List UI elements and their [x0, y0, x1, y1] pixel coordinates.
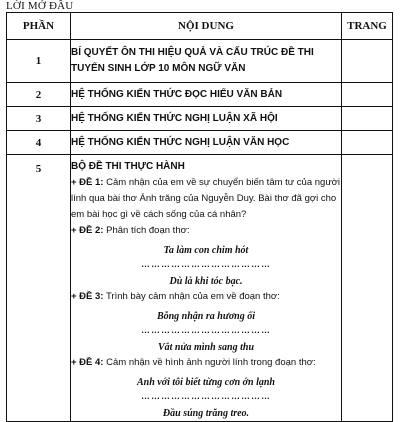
- exam-2: [71, 223, 341, 239]
- table-row: [7, 83, 393, 107]
- poem-line: Ta làm con chim hót: [163, 245, 249, 256]
- ellipsis-line: …………………………………: [141, 391, 271, 401]
- exam-1: [71, 175, 341, 223]
- ellipsis-line: …………………………………: [141, 259, 271, 269]
- part-number: 4: [7, 131, 71, 155]
- page-cell: [342, 40, 393, 83]
- exam-3-text: Trình bày cảm nhận của em về đoạn thơ:: [105, 291, 280, 302]
- header-content: NỘI DUNG: [71, 13, 342, 40]
- exam-2-label: + ĐỀ 2:: [71, 225, 104, 236]
- header-page: TRANG: [342, 13, 393, 40]
- page-cell: [342, 155, 393, 422]
- page-heading: LỜI MỞ ĐẦU: [6, 0, 74, 12]
- part-content: HỆ THỐNG KIẾN THỨC NGHỊ LUẬN XÃ HỘI: [71, 107, 342, 131]
- poem-line: Dù là khi tóc bạc.: [169, 276, 243, 287]
- part-content: BÍ QUYẾT ÔN THI HIỆU QUẢ VÀ CẤU TRÚC ĐỀ THI TUYỂN SINH LỚP 10 MÔN NGỮ VĂN: [71, 40, 342, 83]
- section-title: BỘ ĐỀ THI THỰC HÀNH: [71, 161, 185, 172]
- poem-line: Đầu súng trăng treo.: [162, 408, 250, 419]
- exam-2-text: Phân tích đoạn thơ:: [106, 225, 190, 236]
- part-number: 3: [7, 107, 71, 131]
- part-number: 1: [7, 40, 71, 83]
- part-number: 2: [7, 83, 71, 107]
- table-row: [7, 155, 393, 422]
- part-content: [71, 155, 342, 422]
- exam-4-label: + ĐỀ 4:: [71, 357, 104, 368]
- exam-4: [71, 355, 341, 371]
- part-content: HỆ THỐNG KIẾN THỨC ĐỌC HIỂU VĂN BẢN: [71, 83, 342, 107]
- header-part: PHẦN: [7, 13, 71, 40]
- page-cell: [342, 131, 393, 155]
- exam-4-text: Cảm nhận về hình ảnh người lính trong đoạn thơ:: [106, 357, 316, 368]
- poem-line: Bỗng nhận ra hương ổi: [156, 311, 256, 322]
- poem-line: Vắt nửa mình sang thu: [157, 342, 255, 353]
- exam-3-label: + ĐỀ 3:: [71, 291, 104, 302]
- poem-line: Anh với tôi biết từng cơn ớn lạnh: [137, 377, 275, 388]
- header-row: [7, 13, 393, 40]
- table-row: [7, 131, 393, 155]
- table-of-contents: [6, 12, 393, 422]
- ellipsis-line: …………………………………: [141, 325, 271, 335]
- part-content: HỆ THỐNG KIẾN THỨC NGHỊ LUẬN VĂN HỌC: [71, 131, 342, 155]
- page-cell: [342, 107, 393, 131]
- exam-1-text: Cảm nhận của em về sự chuyển biến tâm tư của người lính qua bài thơ Ánh trăng của Nguyễn Duy. Bài thơ đã gợi cho em bài học gì về cách sống của cá nhân?: [71, 177, 341, 220]
- table-row: [7, 107, 393, 131]
- exam-3: [71, 289, 341, 305]
- exam-1-label: + ĐỀ 1:: [71, 177, 104, 188]
- table-row: [7, 40, 393, 83]
- page-cell: [342, 83, 393, 107]
- part-number: 5: [7, 155, 71, 422]
